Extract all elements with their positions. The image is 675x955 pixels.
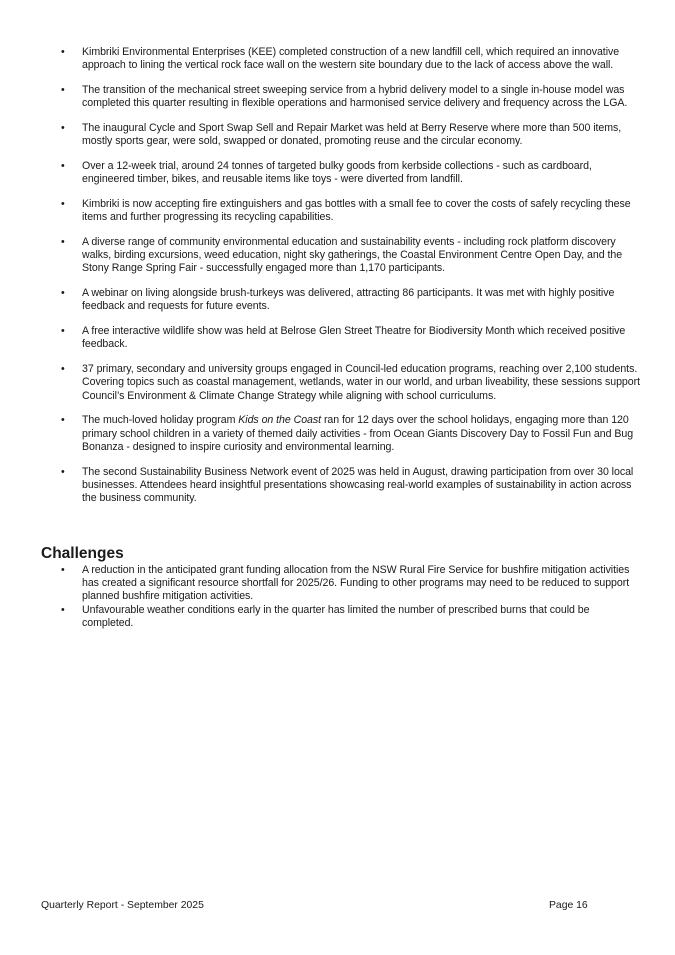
bullet-icon: • (61, 236, 65, 248)
footer-page-number: Page 16 (549, 900, 588, 911)
list-item (61, 414, 641, 454)
bullet-icon: • (61, 122, 65, 134)
bullet-icon: • (61, 325, 65, 338)
bullet-icon: • (61, 160, 65, 172)
list-item (61, 325, 641, 351)
list-item-text: The inaugural Cycle and Sport Swap Sell and Repair Market was held at Berry Reserve where more than 500 items, mostly sports gear, were sold, swapped or donated, promoting reuse and the circular economy. (82, 122, 622, 148)
list-item (61, 236, 641, 276)
list-item (61, 198, 641, 224)
list-item-text: The transition of the mechanical street sweeping service from a hybrid delivery model to a single in-house model was completed this quarter resulting in flexible operations and harmonised service delivery and frequency across the LGA. (82, 84, 628, 110)
list-item-text: The second Sustainability Business Network event of 2025 was held in August, drawing participation from over 30 local businesses. Attendees heard insightful presentations showcasing real-world examples of sustainability in action across the business community. (82, 465, 634, 505)
list-item (61, 160, 641, 186)
challenges-heading: Challenges (41, 545, 124, 562)
list-item-text: A free interactive wildlife show was held at Belrose Glen Street Theatre for Biodiversity Month which received positive feedback. (82, 325, 626, 351)
bullet-icon: • (61, 198, 65, 210)
list-item-text: Unfavourable weather conditions early in the quarter has limited the number of prescribed burns that could be completed. (82, 603, 590, 629)
bullet-icon: • (61, 414, 65, 427)
list-item-text: A reduction in the anticipated grant funding allocation from the NSW Rural Fire Service for bushfire mitigation activities has created a significant resource shortfall for 2025/26. Funding to other programs may need to be reduced to support planned bushfire mitigation activities. (82, 564, 630, 603)
bullet-icon: • (61, 46, 65, 58)
list-item (61, 84, 641, 110)
bullet-icon: • (61, 363, 65, 376)
list-item (61, 363, 641, 403)
bullet-icon: • (61, 84, 65, 96)
challenges-list (61, 564, 641, 630)
program-name: Kids on the Coast (238, 414, 322, 427)
list-item-text: Kimbriki is now accepting fire extinguishers and gas bottles with a small fee to cover the costs of safely recycling these items and further progressing its recycling capabilities. (82, 198, 631, 224)
list-item (61, 466, 641, 506)
list-item-text: Kimbriki Environmental Enterprises (KEE) completed construction of a new landfill cell, which required an innovative approach to lining the vertical rock face wall on the western site boundary due to the lack of access above the wall. (82, 46, 620, 72)
list-item (61, 604, 641, 630)
list-item (61, 46, 641, 72)
list-item-text: A diverse range of community environmental education and sustainability events - including rock platform discovery walks, birding excursions, weed education, night sky gatherings, the Coastal Environment Centre Open Day, and the Stony Range Spring Fair - successfully engaged more than 1,170 participants. (82, 236, 623, 275)
list-item-text: Over a 12-week trial, around 24 tonnes of targeted bulky goods from kerbside collections - such as cardboard, engineered timber, bikes, and reusable items like toys - were diverted from landfill. (82, 160, 592, 186)
list-item-text-after: ran for 12 days over the school holidays, engaging more than 120 primary school children in a variety of themed daily activities - from Ocean Giants Discovery Day to Fossil Fun and Bug Bonanza - designed to inspire curiosity and environmental learning. (82, 414, 634, 453)
list-item-text: A webinar on living alongside brush-turkeys was delivered, attracting 86 participants. It was met with highly positive feedback and requests for future events. (82, 287, 615, 313)
bullet-icon: • (61, 287, 65, 300)
bullet-icon: • (61, 603, 65, 616)
achievements-list (61, 46, 641, 517)
list-item (61, 122, 641, 148)
list-item-text: 37 primary, secondary and university groups engaged in Council-led education programs, reaching over 2,100 students. Covering topics such as coastal management, wetlands, water in our world, and urban liveability, these sessions support Council’s Environment & Climate Change Strategy while aligning with school curriculums. (82, 363, 640, 402)
list-item (61, 564, 641, 604)
bullet-icon: • (61, 564, 65, 576)
bullet-icon: • (61, 465, 65, 478)
footer-report-title: Quarterly Report - September 2025 (41, 900, 204, 911)
list-item-text-before: The much-loved holiday program (82, 414, 239, 427)
list-item (61, 287, 641, 313)
